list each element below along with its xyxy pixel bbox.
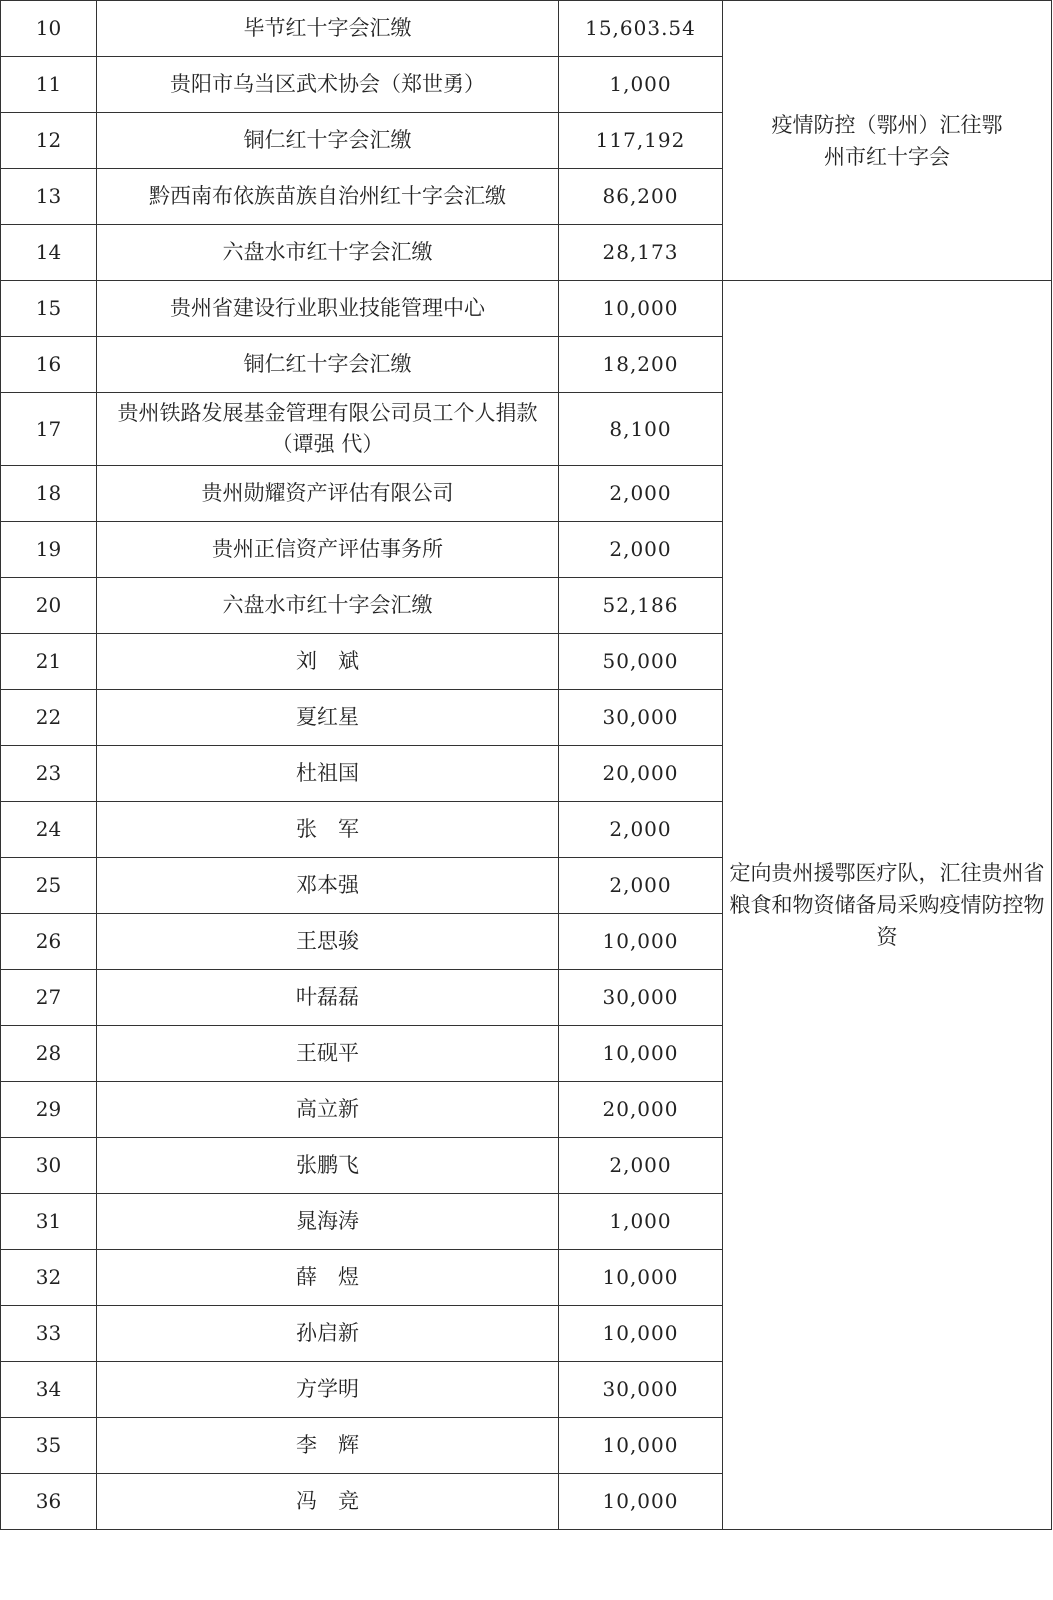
usage-note: 疫情防控（鄂州）汇往鄂州市红十字会 <box>723 1 1052 281</box>
donor-name: 贵州正信资产评估事务所 <box>97 522 559 578</box>
donation-amount: 30,000 <box>559 690 723 746</box>
row-number: 22 <box>1 690 97 746</box>
donor-name: 李 辉 <box>97 1418 559 1474</box>
row-number: 13 <box>1 169 97 225</box>
donor-name: 王思骏 <box>97 914 559 970</box>
donor-name: 孙启新 <box>97 1306 559 1362</box>
donation-amount: 15,603.54 <box>559 1 723 57</box>
donor-name: 黔西南布依族苗族自治州红十字会汇缴 <box>97 169 559 225</box>
row-number: 32 <box>1 1250 97 1306</box>
row-number: 14 <box>1 225 97 281</box>
donor-name: 贵州铁路发展基金管理有限公司员工个人捐款（谭强 代） <box>97 393 559 466</box>
donation-amount: 1,000 <box>559 1194 723 1250</box>
donation-amount: 10,000 <box>559 281 723 337</box>
donation-amount: 50,000 <box>559 634 723 690</box>
donor-name: 方学明 <box>97 1362 559 1418</box>
table-row <box>1 281 1052 337</box>
row-number: 17 <box>1 393 97 466</box>
row-number: 28 <box>1 1026 97 1082</box>
row-number: 36 <box>1 1474 97 1530</box>
row-number: 30 <box>1 1138 97 1194</box>
donation-amount: 30,000 <box>559 1362 723 1418</box>
row-number: 12 <box>1 113 97 169</box>
row-number: 34 <box>1 1362 97 1418</box>
donor-name: 冯 竞 <box>97 1474 559 1530</box>
donation-amount: 52,186 <box>559 578 723 634</box>
donor-name: 杜祖国 <box>97 746 559 802</box>
donation-amount: 8,100 <box>559 393 723 466</box>
donation-amount: 10,000 <box>559 1306 723 1362</box>
donation-amount: 10,000 <box>559 914 723 970</box>
donor-name: 张鹏飞 <box>97 1138 559 1194</box>
donor-name: 六盘水市红十字会汇缴 <box>97 578 559 634</box>
row-number: 21 <box>1 634 97 690</box>
donation-amount: 2,000 <box>559 802 723 858</box>
donation-amount: 20,000 <box>559 746 723 802</box>
donation-amount: 86,200 <box>559 169 723 225</box>
usage-note: 定向贵州援鄂医疗队，汇往贵州省粮食和物资储备局采购疫情防控物资 <box>723 281 1052 1530</box>
row-number: 16 <box>1 337 97 393</box>
row-number: 27 <box>1 970 97 1026</box>
table-row <box>1 1 1052 57</box>
row-number: 15 <box>1 281 97 337</box>
row-number: 33 <box>1 1306 97 1362</box>
row-number: 10 <box>1 1 97 57</box>
donation-amount: 10,000 <box>559 1250 723 1306</box>
donor-name: 铜仁红十字会汇缴 <box>97 337 559 393</box>
donor-name: 贵州省建设行业职业技能管理中心 <box>97 281 559 337</box>
donation-amount: 28,173 <box>559 225 723 281</box>
donation-amount: 20,000 <box>559 1082 723 1138</box>
donation-amount: 18,200 <box>559 337 723 393</box>
donor-name: 贵阳市乌当区武术协会（郑世勇） <box>97 57 559 113</box>
donor-name: 薛 煜 <box>97 1250 559 1306</box>
row-number: 20 <box>1 578 97 634</box>
donor-name: 晁海涛 <box>97 1194 559 1250</box>
row-number: 23 <box>1 746 97 802</box>
row-number: 26 <box>1 914 97 970</box>
donation-amount: 10,000 <box>559 1474 723 1530</box>
row-number: 24 <box>1 802 97 858</box>
donation-amount: 2,000 <box>559 1138 723 1194</box>
donation-amount: 117,192 <box>559 113 723 169</box>
donation-amount: 2,000 <box>559 522 723 578</box>
donation-amount: 2,000 <box>559 858 723 914</box>
donor-name: 夏红星 <box>97 690 559 746</box>
row-number: 31 <box>1 1194 97 1250</box>
donor-name: 叶磊磊 <box>97 970 559 1026</box>
row-number: 25 <box>1 858 97 914</box>
donation-amount: 10,000 <box>559 1026 723 1082</box>
donation-amount: 10,000 <box>559 1418 723 1474</box>
row-number: 19 <box>1 522 97 578</box>
donor-name: 贵州勋耀资产评估有限公司 <box>97 466 559 522</box>
donor-name: 邓本强 <box>97 858 559 914</box>
donor-name: 毕节红十字会汇缴 <box>97 1 559 57</box>
row-number: 35 <box>1 1418 97 1474</box>
donation-amount: 30,000 <box>559 970 723 1026</box>
donor-name: 刘 斌 <box>97 634 559 690</box>
donor-name: 铜仁红十字会汇缴 <box>97 113 559 169</box>
donor-name: 王砚平 <box>97 1026 559 1082</box>
donor-name: 高立新 <box>97 1082 559 1138</box>
row-number: 29 <box>1 1082 97 1138</box>
row-number: 11 <box>1 57 97 113</box>
donor-name: 张 军 <box>97 802 559 858</box>
donation-amount: 2,000 <box>559 466 723 522</box>
donor-name: 六盘水市红十字会汇缴 <box>97 225 559 281</box>
donation-amount: 1,000 <box>559 57 723 113</box>
row-number: 18 <box>1 466 97 522</box>
